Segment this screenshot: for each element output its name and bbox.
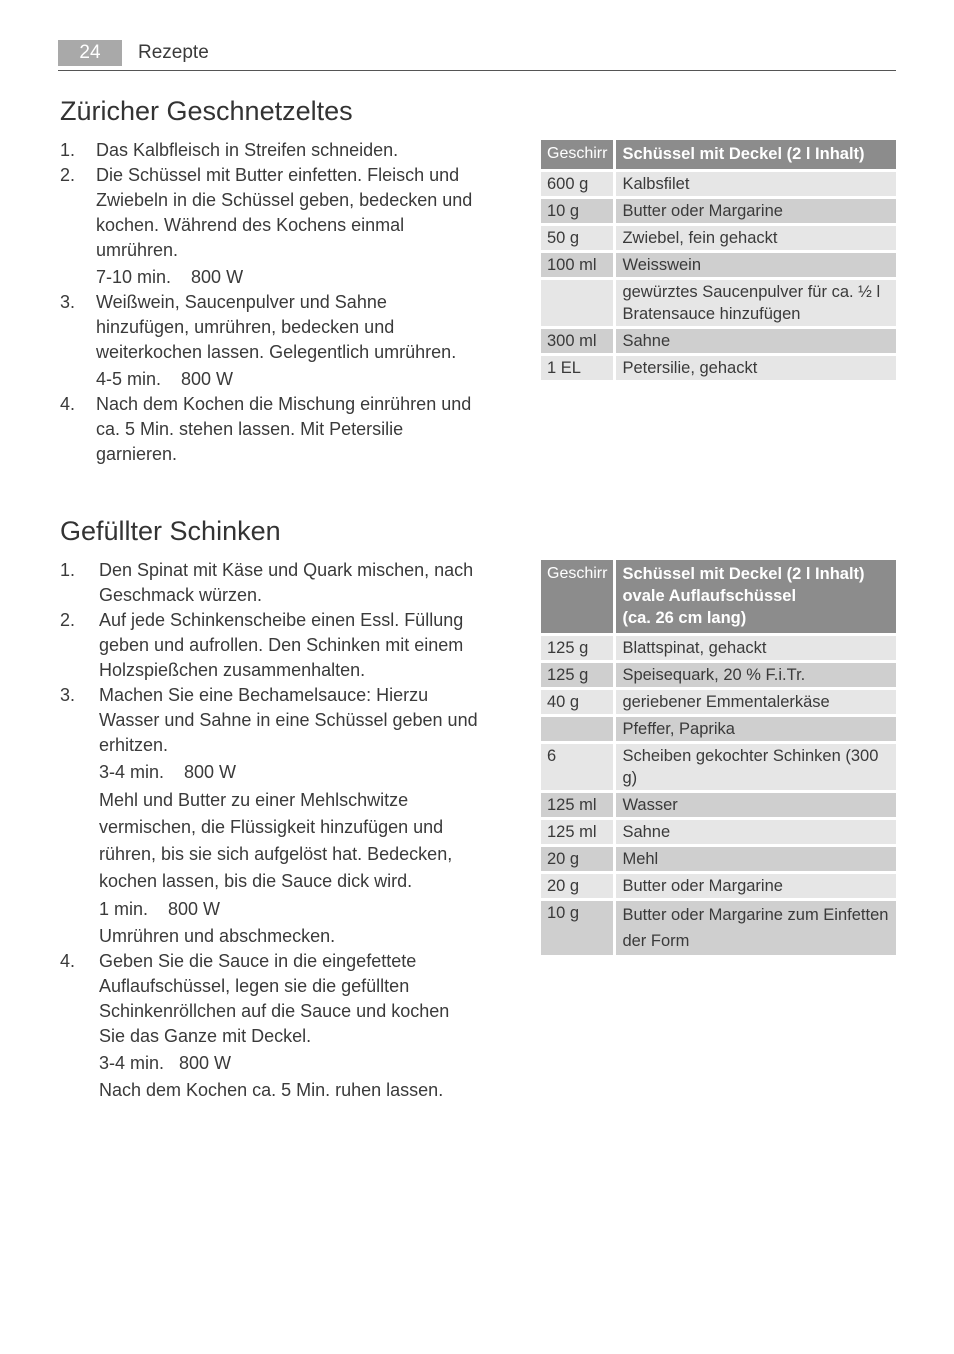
recipe-steps-zuericher (60, 138, 480, 467)
ingredient-qty: 50 g (541, 226, 613, 250)
ingredient-desc: Blattspinat, gehackt (613, 636, 896, 660)
ingredient-qty: 125 g (541, 636, 613, 660)
ingredient-qty: 1 EL (541, 356, 613, 380)
step-note: Nach dem Kochen ca. 5 Min. ruhen lassen. (99, 1080, 444, 1100)
section-label: Rezepte (138, 42, 209, 63)
ingredient-qty: 100 ml (541, 253, 613, 277)
page-number: 24 (58, 40, 122, 66)
step-text: Den Spinat mit Käse und Quark mischen, nach Geschmack würzen. (99, 560, 474, 605)
cook-time: 3-4 min. 800 W (99, 762, 237, 782)
ingredient-qty: 10 g (541, 901, 613, 955)
table-row (541, 847, 896, 871)
step-number: 3. (60, 292, 76, 312)
ingredient-desc: Butter oder Margarine (613, 199, 896, 223)
ingredient-qty: 40 g (541, 690, 613, 714)
step (60, 558, 480, 608)
ingredients-table-zuericher (541, 137, 896, 383)
step-number: 1. (60, 140, 76, 160)
table-row (541, 253, 896, 277)
step-note: Umrühren und abschmecken. (99, 926, 336, 946)
table-row (541, 663, 896, 687)
ingredient-qty: 6 (541, 744, 613, 790)
step-text: Auf jede Schinkenscheibe einen Essl. Füllung geben und aufrollen. Den Schinken mit einem Holzspießchen zusammenhalten. (99, 610, 464, 680)
table-header (541, 140, 896, 169)
ingredient-desc: Weisswein (613, 253, 896, 277)
ingredient-qty: 125 ml (541, 793, 613, 817)
step-number: 1. (60, 560, 76, 580)
ingredients-table-schinken (541, 557, 896, 958)
step (60, 683, 480, 949)
ingredient-desc: Wasser (613, 793, 896, 817)
table-row (541, 172, 896, 196)
table-row (541, 199, 896, 223)
step-text: Die Schüssel mit Butter einfetten. Fleisch und Zwiebeln in die Schüssel geben, bedecken und kochen. Während des Kochens einmal umrühren. (96, 165, 473, 260)
header-cookware-label: Geschirr (541, 560, 613, 633)
table-row (541, 874, 896, 898)
ingredient-desc: Speisequark, 20 % F.i.Tr. (613, 663, 896, 687)
table-row (541, 690, 896, 714)
table-row (541, 280, 896, 326)
recipe-title-schinken: Gefüllter Schinken (60, 516, 281, 546)
step-number: 4. (60, 394, 76, 414)
header-cookware-line: (ca. 26 cm lang) (622, 609, 747, 627)
table-header (541, 560, 896, 633)
step (60, 608, 480, 683)
ingredient-qty: 600 g (541, 172, 613, 196)
ingredient-desc: Sahne (613, 329, 896, 353)
ingredient-desc: Zwiebel, fein gehackt (613, 226, 896, 250)
header-cookware-label: Geschirr (541, 140, 613, 169)
ingredient-qty: 300 ml (541, 329, 613, 353)
ingredient-qty: 20 g (541, 847, 613, 871)
ingredient-desc: Butter oder Margarine zum Einfetten der Form (613, 901, 896, 955)
step (60, 163, 480, 290)
cook-time: 1 min. 800 W (99, 899, 221, 919)
step-note: Mehl und Butter zu einer Mehlschwitze vermischen, die Flüssigkeit hinzufügen und rühren, bis sie sich aufgelöst hat. Bedecken, kochen lassen, bis die Sauce dick wird. (99, 790, 453, 891)
table-row (541, 744, 896, 790)
step-number: 3. (60, 685, 76, 705)
step (60, 949, 480, 1103)
step (60, 138, 480, 163)
ingredient-desc: Pfeffer, Paprika (613, 717, 896, 741)
ingredient-qty: 20 g (541, 874, 613, 898)
cook-time: 3-4 min. 800 W (99, 1053, 232, 1073)
step-text: Machen Sie eine Bechamelsauce: Hierzu Wasser und Sahne in eine Schüssel geben und erhitzen. (99, 685, 478, 755)
ingredient-desc: Butter oder Margarine (613, 874, 896, 898)
recipe-steps-schinken (60, 558, 480, 1103)
ingredient-desc: Sahne (613, 820, 896, 844)
step-text: Weißwein, Saucenpulver und Sahne hinzufügen, umrühren, bedecken und weiterkochen lassen. Gelegentlich umrühren. (96, 292, 457, 362)
step-number: 2. (60, 610, 76, 630)
table-row (541, 793, 896, 817)
header-cookware (613, 560, 896, 633)
ingredient-desc: Petersilie, gehackt (613, 356, 896, 380)
step (60, 290, 480, 392)
step-number: 2. (60, 165, 76, 185)
header-cookware-line: Schüssel mit Deckel (2 l Inhalt) (622, 565, 865, 583)
step-text: Das Kalbfleisch in Streifen schneiden. (96, 140, 399, 160)
ingredient-qty: 10 g (541, 199, 613, 223)
cook-time: 4-5 min. 800 W (96, 369, 234, 389)
table-row (541, 356, 896, 380)
table-row (541, 636, 896, 660)
table-row (541, 226, 896, 250)
ingredient-qty: 125 g (541, 663, 613, 687)
ingredient-desc: Mehl (613, 847, 896, 871)
table-row (541, 717, 896, 741)
ingredient-qty (541, 717, 613, 741)
ingredient-desc: gewürztes Saucenpulver für ca. ½ l Bratensauce hinzufügen (613, 280, 896, 326)
ingredient-qty (541, 280, 613, 326)
step (60, 392, 480, 467)
table-row (541, 901, 896, 955)
step-text: Nach dem Kochen die Mischung einrühren und ca. 5 Min. stehen lassen. Mit Petersilie garnieren. (96, 394, 472, 464)
ingredient-qty: 125 ml (541, 820, 613, 844)
cook-time: 7-10 min. 800 W (96, 267, 244, 287)
header-cookware: Schüssel mit Deckel (2 l Inhalt) (613, 140, 896, 169)
ingredient-desc: Kalbsfilet (613, 172, 896, 196)
step-number: 4. (60, 951, 76, 971)
table-row (541, 329, 896, 353)
page-header (58, 40, 896, 71)
recipe-title-zuericher: Züricher Geschnetzeltes (60, 96, 353, 126)
step-text: Geben Sie die Sauce in die eingefettete Auflaufschüssel, legen sie die gefüllten Schinkenröllchen auf die Sauce und kochen Sie das Ganze mit Deckel. (99, 951, 450, 1046)
ingredient-desc: Scheiben gekochter Schinken (300 g) (613, 744, 896, 790)
table-row (541, 820, 896, 844)
ingredient-desc: geriebener Emmentalerkäse (613, 690, 896, 714)
header-cookware-line: ovale Auflaufschüssel (622, 587, 797, 605)
